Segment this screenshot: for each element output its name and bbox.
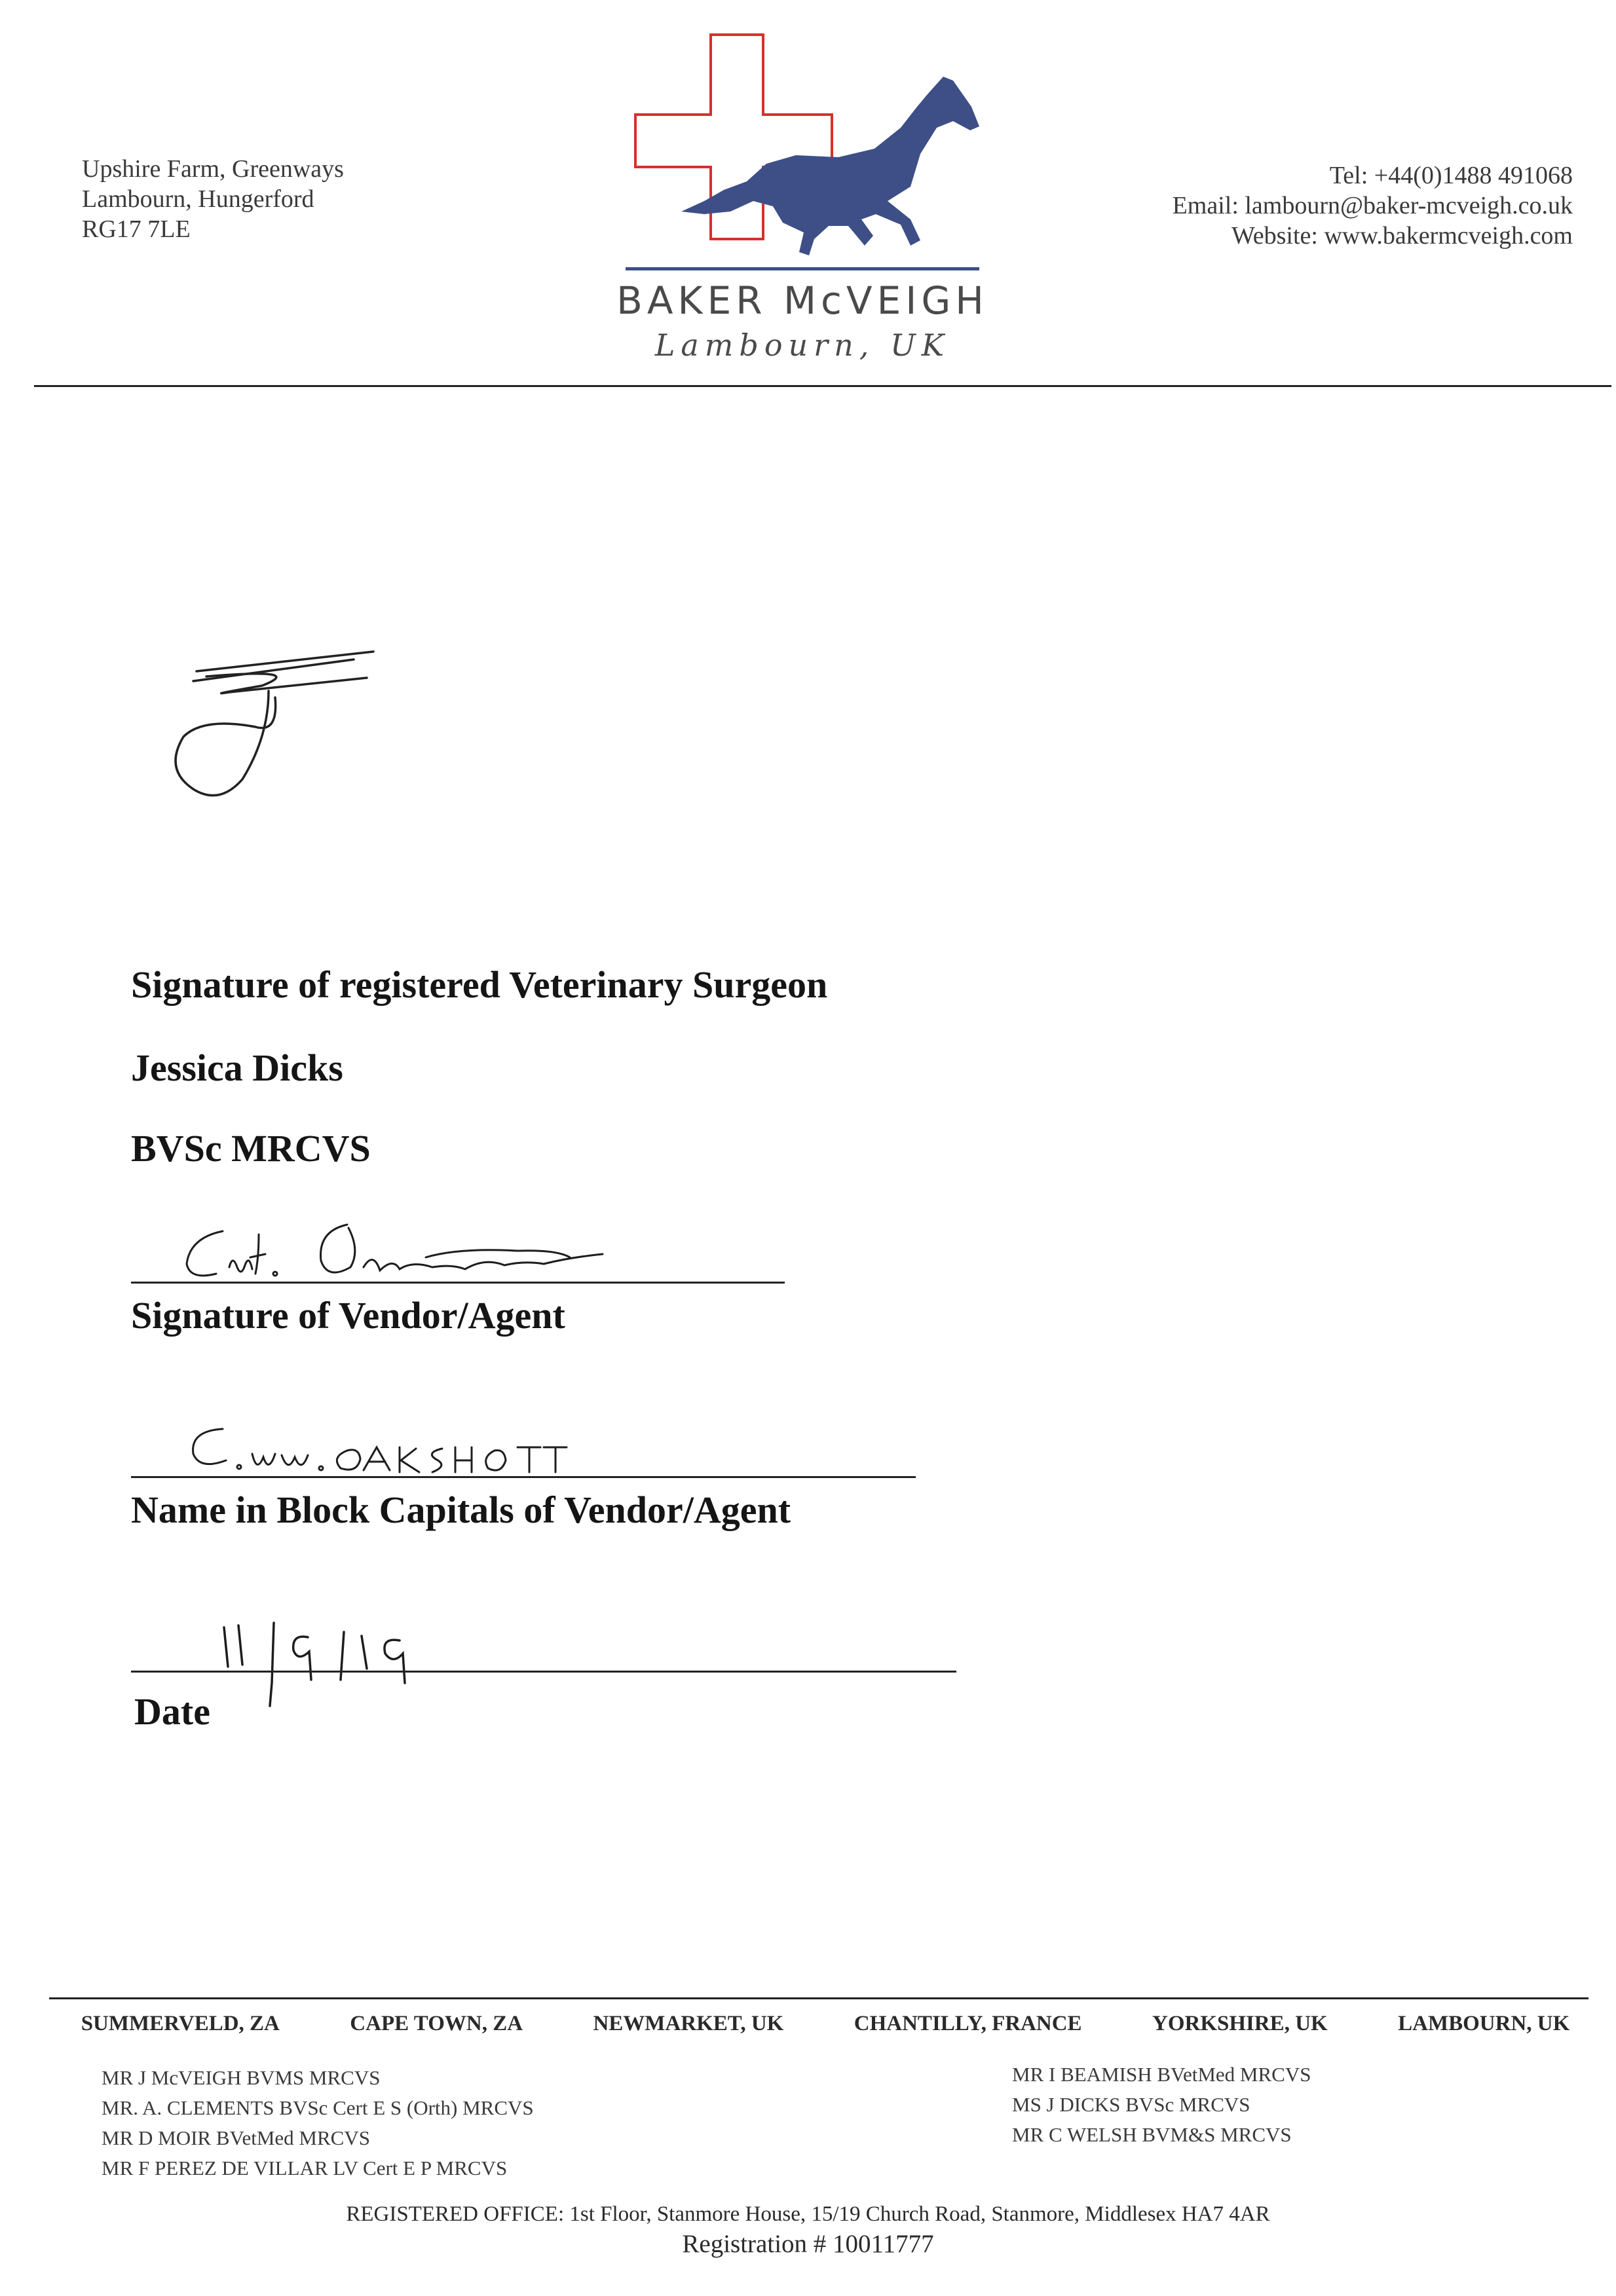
vets-list-left [102, 2063, 534, 2183]
vendor-signature-handwriting [177, 1212, 609, 1290]
location-item: NEWMARKET, UK [593, 2012, 784, 2035]
vet-entry: MR D MOIR BVetMed MRCVS [102, 2126, 370, 2149]
address-line: RG17 7LE [82, 215, 191, 243]
location-item: CHANTILLY, FRANCE [854, 2012, 1082, 2035]
vet-signature-label: Signature of registered Veterinary Surgeon [131, 963, 828, 1006]
address-line: Upshire Farm, Greenways [82, 155, 344, 183]
horse-icon [681, 77, 979, 255]
vet-signature-mark [157, 645, 380, 809]
registration-number: Registration # 10011777 [682, 2230, 934, 2258]
vet-name: Jessica Dicks [131, 1046, 343, 1089]
location-item: SUMMERVELD, ZA [81, 2012, 280, 2035]
vendor-name-line [131, 1476, 916, 1478]
brand-location: Lambourn, UK [654, 327, 950, 363]
website-text: Website: www.bakermcveigh.com [1231, 222, 1573, 250]
vendor-signature-line [131, 1282, 785, 1284]
date-label: Date [134, 1690, 210, 1733]
location-item: LAMBOURN, UK [1398, 2012, 1570, 2035]
vendor-name-handwriting [183, 1421, 681, 1480]
vet-entry: MR J McVEIGH BVMS MRCVS [102, 2066, 381, 2089]
practice-contact [1173, 160, 1573, 251]
vet-entry: MR F PEREZ DE VILLAR LV Cert E P MRCVS [102, 2157, 508, 2179]
address-line: Lambourn, Hungerford [82, 185, 314, 213]
phone-text: Tel: +44(0)1488 491068 [1329, 162, 1573, 189]
footer-divider [49, 1997, 1588, 1999]
vet-entry: MR. A. CLEMENTS BVSc Cert E S (Orth) MRCVS [102, 2096, 534, 2119]
email-text: Email: lambourn@baker-mcveigh.co.uk [1172, 192, 1573, 219]
vets-list-right [1012, 2060, 1311, 2150]
vet-entry: MS J DICKS BVSc MRCVS [1012, 2093, 1250, 2116]
header-divider [34, 385, 1611, 387]
practice-address [82, 154, 344, 244]
registered-office: REGISTERED OFFICE: 1st Floor, Stanmore House, 15/19 Church Road, Stanmore, Middlesex HA7 4AR [346, 2202, 1270, 2226]
location-item: CAPE TOWN, ZA [350, 2012, 523, 2035]
practice-locations [46, 2012, 1605, 2036]
vet-entry: MR C WELSH BVM&S MRCVS [1012, 2123, 1292, 2146]
vendor-signature-label: Signature of Vendor/Agent [131, 1294, 565, 1337]
vendor-name-label: Name in Block Capitals of Vendor/Agent [131, 1489, 791, 1531]
brand-name: BAKER McVEIGH [616, 278, 988, 323]
date-handwriting [210, 1618, 426, 1729]
vet-entry: MR I BEAMISH BVetMed MRCVS [1012, 2063, 1311, 2086]
date-line [131, 1671, 956, 1673]
registered-office-block [0, 2199, 1616, 2259]
vet-qualifications: BVSc MRCVS [131, 1127, 371, 1170]
logo-rule [626, 267, 979, 270]
location-item: YORKSHIRE, UK [1152, 2012, 1328, 2035]
